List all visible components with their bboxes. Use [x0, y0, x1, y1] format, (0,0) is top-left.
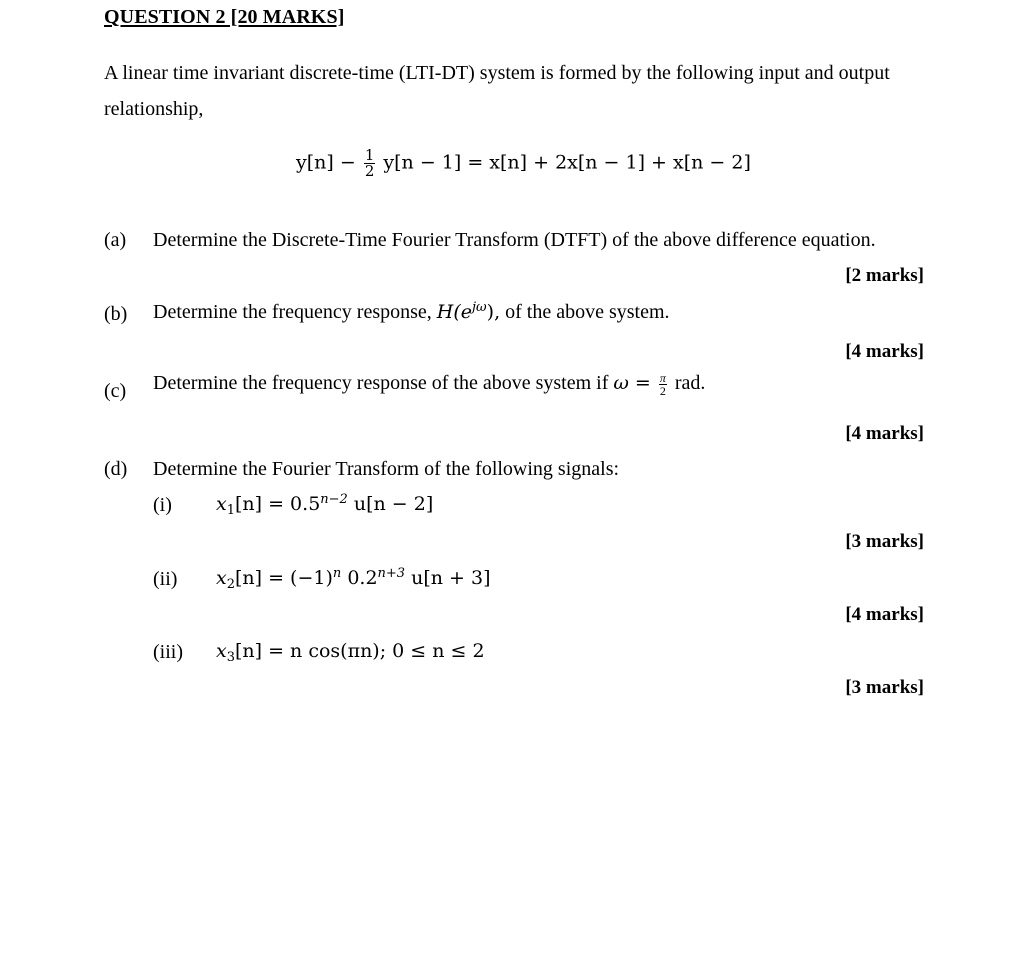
- two-denominator: 2: [659, 384, 666, 398]
- part-a-text: Determine the Discrete-Time Fourier Transform (DTFT) of the above difference equation.: [153, 229, 876, 251]
- signal-x1-equation: $x_1[n] = 0.5^{n-2}$ u[n − 2]: [216, 492, 434, 518]
- part-c-text-before: Determine the frequency response of the above system if: [153, 372, 609, 395]
- signal-x2-equation: $x_2[n] = (-1)^n$ $0.2^{n+3}$ u[n + 3]: [216, 566, 491, 592]
- question-title: QUESTION 2 [20 MARKS]: [104, 6, 345, 28]
- fraction-denominator: 2: [364, 162, 375, 180]
- omega-symbol: ω =: [613, 372, 651, 395]
- equation-lhs-a: y[n] −: [296, 151, 356, 174]
- part-c-text: [153, 372, 705, 397]
- part-b-text-before: Determine the frequency response,: [153, 301, 432, 323]
- part-b-marks: [4 marks]: [845, 341, 924, 362]
- part-d-i-marks: [3 marks]: [845, 531, 924, 552]
- equation-lhs-b: y[n − 1] = x[n] + 2x[n − 1] + x[n − 2]: [383, 151, 751, 174]
- part-a-label: (a): [104, 229, 127, 251]
- equation-fraction: [364, 148, 376, 179]
- part-b-text-after: of the above system.: [505, 301, 670, 323]
- frequency-response-symbol: $H(e^{j\omega})$,: [436, 300, 501, 323]
- part-a-marks: [2 marks]: [845, 265, 924, 286]
- pi-over-two-fraction: [659, 372, 667, 397]
- part-b-label: (b): [104, 303, 128, 325]
- part-d-ii-marks: [4 marks]: [845, 604, 924, 625]
- signal-x3-equation: $x_3[n] = n$ cos(πn); 0 ≤ n ≤ 2: [216, 640, 485, 665]
- part-d-text: Determine the Fourier Transform of the following signals:: [153, 458, 620, 480]
- part-c-label: (c): [104, 380, 127, 402]
- part-c-text-after: rad.: [674, 372, 706, 395]
- intro-text: A linear time invariant discrete-time (LTI-DT) system is formed by the following input and output relationship,: [104, 62, 890, 120]
- fraction-numerator: 1: [364, 146, 375, 164]
- part-d-iii-marks: [3 marks]: [845, 677, 924, 698]
- part-c-marks: [4 marks]: [845, 423, 924, 444]
- part-d-ii-label: (ii): [153, 568, 178, 590]
- part-b-text: [153, 301, 670, 324]
- pi-numerator: π: [659, 371, 666, 385]
- part-d-iii-label: (iii): [153, 641, 183, 663]
- difference-equation: [296, 148, 751, 196]
- part-d-label: (d): [104, 458, 128, 480]
- part-d-i-label: (i): [153, 494, 172, 516]
